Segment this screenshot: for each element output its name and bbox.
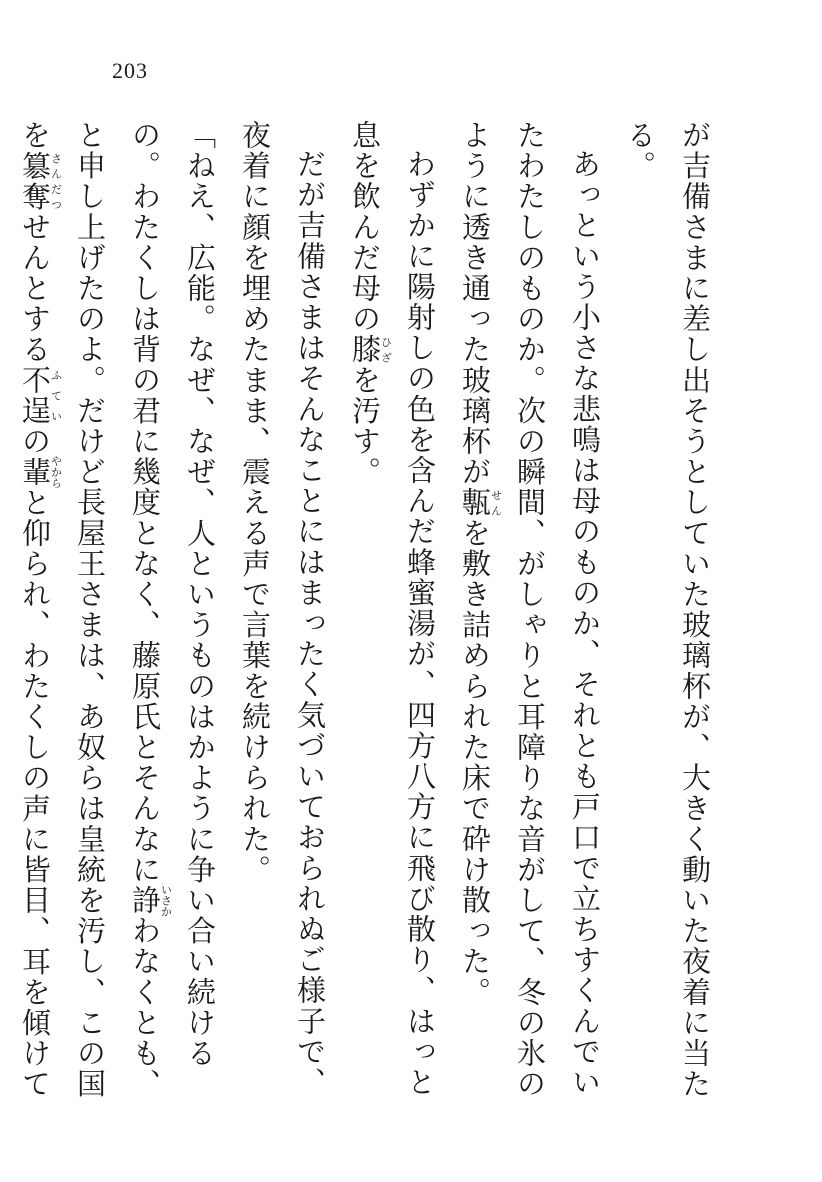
- paragraph-1: が吉備さまに差し出そうとしていた玻璃杯が、大きく動いた夜着に当たる。: [623, 120, 712, 1100]
- paragraph-4: だが吉備さまはそんなことにはまったく気づいておられぬご様子で、夜着に顔を埋めたまま、震える声で言葉を続けられた。: [238, 120, 327, 1098]
- paragraph-3: わずかに陽射しの色を含んだ蜂蜜湯が、四方八方に飛び散り、はっと息を飲んだ母の膝ひざを汚す。: [348, 120, 437, 1098]
- ruby-hiza: 膝ひざ: [348, 334, 393, 365]
- ruby-yakara: 輩やから: [18, 455, 63, 489]
- paragraph-5: 「ねえ、広能。なぜ、なぜ、人というものはかように争い合い続けるの。わたくしは背の君に幾度となく、藤原氏とそんなに諍いさかわなくとも、と申し上げたのよ。だけど長屋王さまは、あ奴らは皇統を汚し、この国を簒奪さんだつせんとする不逞ふていの輩やからと仰られ、わたくしの声に皆目、耳を傾けて: [18, 120, 217, 1100]
- page-number: 203: [112, 58, 148, 83]
- ruby-sen: 甎せん: [458, 487, 503, 518]
- paragraph-2: あっという小さな悲鳴は母のものか、それとも戸口で立ちすくんでいたわたしのものか。次の瞬間、がしゃりと耳障りな音がして、冬の氷のように透き通った玻璃杯が甎せんを敷き詰められた床で砕け散った。: [458, 120, 602, 1100]
- body-text: [18, 120, 722, 1100]
- ruby-futei: 不逞ふてい: [18, 364, 63, 427]
- ruby-isaka: 諍いさか: [128, 883, 173, 917]
- ruby-sandatsu: 簒奪さんだつ: [18, 150, 63, 212]
